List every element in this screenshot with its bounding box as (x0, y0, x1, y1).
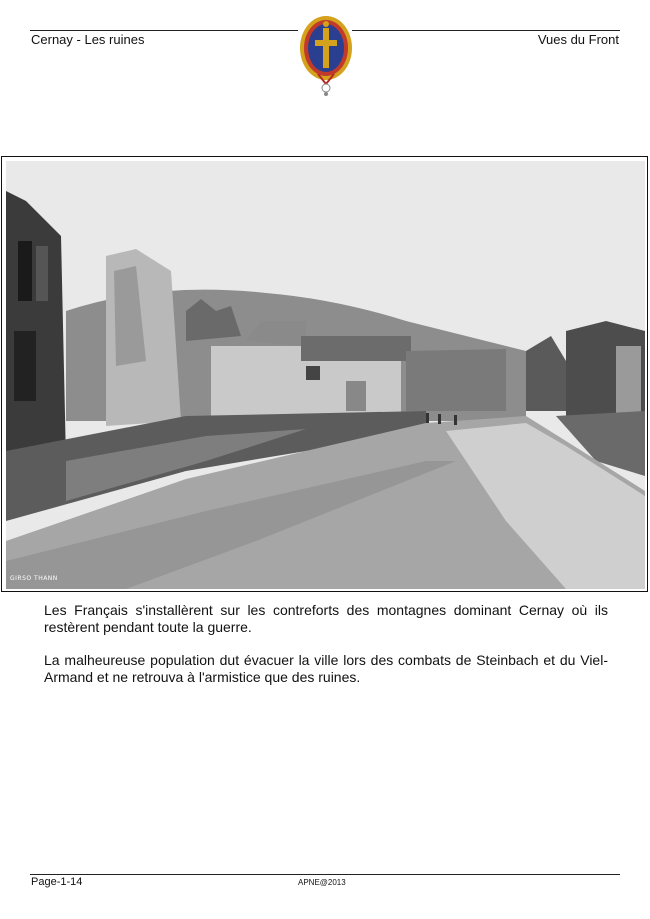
republic-emblem-icon (298, 14, 354, 98)
copyright: APNE@2013 (298, 878, 346, 887)
header-right-title: Vues du Front (537, 32, 619, 47)
header-rule-right (352, 30, 620, 31)
paragraph-2: La malheureuse population dut évacuer la ville lors des combats de Steinbach et du Viel-Armand et ne retrouva à l'armistice que des ruines. (44, 652, 608, 685)
photo-credit: GIRSO THANN (10, 575, 58, 582)
footer-rule (30, 874, 620, 875)
ruins-photograph (1, 156, 648, 592)
header-rule-left (30, 30, 298, 31)
paragraph-1: Les Français s'installèrent sur les contreforts des montagnes dominant Cernay où ils restèrent pendant toute la guerre. (44, 602, 608, 635)
header-left-title: Cernay - Les ruines (31, 32, 145, 47)
page-number: Page-1-14 (31, 876, 83, 888)
